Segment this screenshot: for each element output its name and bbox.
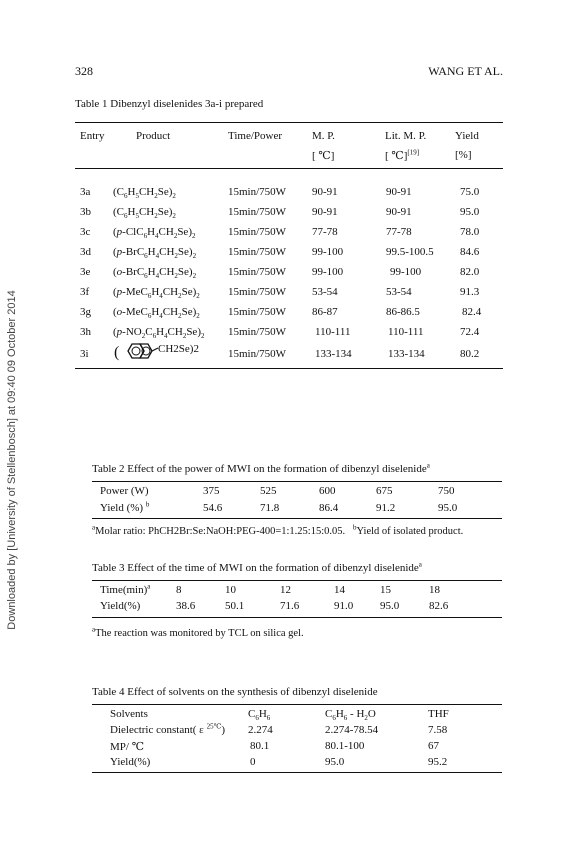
table4-top-rule <box>92 704 502 705</box>
table1-time-power: 15min/750W <box>228 226 287 238</box>
table1-bottom-rule <box>75 368 503 369</box>
page-number: 328 <box>75 64 93 78</box>
table1-yield: 82.0 <box>460 266 480 278</box>
table1-yield: 84.6 <box>460 246 480 258</box>
table2-caption: Table 2 Effect of the power of MWI on the formation of dibenzyl diselenide$^a$ <box>92 461 430 475</box>
download-notice: Downloaded by [University of Stellenbosch] at 09:40 09 October 2014 <box>6 290 18 630</box>
table1-entry: 3a <box>80 186 91 198</box>
table1-mp: 110-111 <box>315 326 351 338</box>
table3-footnote-mark: a <box>92 625 96 634</box>
table1-lit-mp: 99.5-100.5 <box>386 246 434 258</box>
table4-bottom-rule <box>92 772 502 773</box>
table1-lit-mp: 99-100 <box>390 266 422 278</box>
table1-product: $(C_6H_5CH_2Se)_2$ <box>113 206 176 221</box>
table1-mp: 99-100 <box>312 266 344 278</box>
table4-dielectric-label: Dielectric constant( ε $^{25℃}$) <box>110 722 226 736</box>
table1-time-power: 15min/750W <box>228 306 287 318</box>
table1-time-power: 15min/750W <box>228 206 287 218</box>
table1-unit-mp: [ ℃] <box>312 150 335 162</box>
table1-entry: 3g <box>80 306 91 318</box>
table3-bottom-rule <box>92 617 502 618</box>
table2-footnotes <box>92 523 464 537</box>
table2-power-label: Power (W) <box>100 485 149 497</box>
table4-yield-value: 95.2 <box>428 756 448 768</box>
table1-yield: 95.0 <box>460 206 480 218</box>
table4-dielectric-value: 2.274 <box>248 724 273 736</box>
table2-yield-value: 71.8 <box>260 502 280 514</box>
table1-product: $(p-MeC_6H_4CH_2Se)_2$ <box>113 286 200 301</box>
table1-time-power: 15min/750W <box>228 286 287 298</box>
table3-time-value: 14 <box>334 584 345 596</box>
table3-caption-mark: a <box>418 560 422 569</box>
table1-header-time-power: Time/Power <box>228 130 282 142</box>
table1-lit-mp: 110-111 <box>388 326 424 338</box>
table3-time-value: 10 <box>225 584 236 596</box>
table2-footnote-b-mark: b <box>353 523 357 532</box>
table1-yield: 75.0 <box>460 186 480 198</box>
table2-footnote-a-mark: a <box>92 523 96 532</box>
table4-dielectric-value: 7.58 <box>428 724 448 736</box>
table2-yield-value: 95.0 <box>438 502 458 514</box>
table4-mp-value: 80.1-100 <box>325 740 365 752</box>
table4-mp-value: 67 <box>428 740 439 752</box>
table1-header-entry: Entry <box>80 130 105 142</box>
table4-yield-label: Yield(%) <box>110 756 151 768</box>
table1-unit-yield: [%] <box>455 149 472 161</box>
table1-entry: 3e <box>80 266 91 278</box>
table1-mp: 133-134 <box>315 348 352 360</box>
table1-header-lit-mp: Lit. M. P. <box>385 130 427 142</box>
table4-dielectric-value: 2.274-78.54 <box>325 724 379 736</box>
table4-header-thf: THF <box>428 708 449 720</box>
table3-yield-value: 38.6 <box>176 600 196 612</box>
table2-footnote-b: Yield of isolated product. <box>356 526 464 537</box>
table3-time-mark: a <box>147 582 151 591</box>
table3-time-value: 15 <box>380 584 391 596</box>
table1-mp: 86-87 <box>312 306 338 318</box>
table1-product: $(p-NO_2C_6H_4CH_2Se)_2$ <box>113 326 205 341</box>
table1-mp: 99-100 <box>312 246 344 258</box>
table1-mp: 90-91 <box>312 206 338 218</box>
table3-time-value: 8 <box>176 584 182 596</box>
table4-header-benzene: $C_6H_6$ <box>248 708 271 723</box>
table1-lit-mp: 90-91 <box>386 206 412 218</box>
table1-yield: 80.2 <box>460 348 480 360</box>
table2-power-value: 600 <box>319 485 336 497</box>
table1-caption: Table 1 Dibenzyl diselenides 3a-i prepared <box>75 98 264 110</box>
table2-power-value: 375 <box>203 485 220 497</box>
table1-mp: 90-91 <box>312 186 338 198</box>
table3-yield-label: Yield(%) <box>100 600 141 612</box>
table1-time-power: 15min/750W <box>228 348 287 360</box>
table2-yield-value: 91.2 <box>376 502 396 514</box>
table2-caption-mark: a <box>426 461 430 470</box>
table1-product: $(C_6H_5CH_2Se)_2$ <box>113 186 176 201</box>
table1-header-yield: Yield <box>455 130 479 142</box>
table1-entry: 3b <box>80 206 91 218</box>
table1-lit-mp: 90-91 <box>386 186 412 198</box>
table1-yield: 91.3 <box>460 286 480 298</box>
table1-time-power: 15min/750W <box>228 246 287 258</box>
table2-yield-label: Yield (%) $^b$ <box>100 500 150 514</box>
table1-yield: 78.0 <box>460 226 480 238</box>
table3-yield-value: 91.0 <box>334 600 354 612</box>
table1-yield: 72.4 <box>460 326 480 338</box>
svg-text:(: ( <box>114 344 120 361</box>
download-sidebar <box>4 270 20 650</box>
table2-power-value: 525 <box>260 485 277 497</box>
table1-product-naphthylmethyl <box>112 340 230 362</box>
table4-yield-value: 95.0 <box>325 756 345 768</box>
table3-footnote: $^a$The reaction was monitored by TCL on silica gel. <box>92 625 304 639</box>
table2-yield-mark: b <box>145 500 150 509</box>
table3-yield-value: 71.6 <box>280 600 300 612</box>
table1-mp: 53-54 <box>312 286 338 298</box>
table3-time-value: 12 <box>280 584 291 596</box>
table1-lit-mp: 53-54 <box>386 286 412 298</box>
table1-entry: 3d <box>80 246 91 258</box>
table2-power-value: 750 <box>438 485 455 497</box>
table4-header-benzene-water: $C_6H_6 - H_2O$ <box>325 708 376 723</box>
table2-bottom-rule <box>92 518 502 519</box>
table1-entry: 3i <box>80 348 89 360</box>
table1-entry: 3h <box>80 326 91 338</box>
table4-header-solvents: Solvents <box>110 708 148 720</box>
running-head: WANG ET AL. <box>428 64 503 78</box>
table3-time-value: 18 <box>429 584 440 596</box>
table3-top-rule <box>92 580 502 581</box>
table3-yield-value: 50.1 <box>225 600 245 612</box>
table1-product: $(o-MeC_6H_4CH_2Se)_2$ <box>113 306 200 321</box>
table1-yield: 82.4 <box>462 306 482 318</box>
table3-time-label: $Time(\min)^a$ <box>100 582 151 596</box>
table1-lit-ref: [19] <box>407 148 420 157</box>
table4-mp-label: MP/ ℃ <box>110 741 145 753</box>
table1-product: $(o-BrC_6H_4CH_2Se)_2$ <box>113 266 197 281</box>
table1-product: $(p-BrC_6H_4CH_2Se)_2$ <box>113 246 197 261</box>
table2-yield-value: 54.6 <box>203 502 223 514</box>
table2-footnote-a: Molar ratio: PhCH2Br:Se:NaOH:PEG-400=1:1.25:15:0.05. <box>95 526 346 537</box>
table2-power-value: 675 <box>376 485 393 497</box>
table1-time-power: 15min/750W <box>228 266 287 278</box>
table4-caption: Table 4 Effect of solvents on the synthesis of dibenzyl diselenide <box>92 686 378 698</box>
table4-mp-value: 80.1 <box>250 740 270 752</box>
table1-time-power: 15min/750W <box>228 326 287 338</box>
table2-yield-value: 86.4 <box>319 502 339 514</box>
table1-unit-lit-mp: [ ℃][19] <box>385 148 420 162</box>
table1-entry: 3c <box>80 226 91 238</box>
table1-top-rule <box>75 122 503 123</box>
table1-product-suffix: CH2Se)2 <box>158 343 199 355</box>
table3-yield-value: 95.0 <box>380 600 400 612</box>
table1-time-power: 15min/750W <box>228 186 287 198</box>
table1-header-mp: M. P. <box>312 130 335 142</box>
table2-top-rule <box>92 481 502 482</box>
table3-yield-value: 82.6 <box>429 600 449 612</box>
table1-lit-mp: 77-78 <box>386 226 412 238</box>
table1-entry: 3f <box>80 286 90 298</box>
table1-mp: 77-78 <box>312 226 338 238</box>
table1-header-rule <box>75 168 503 169</box>
table1-header-product: Product <box>136 130 171 142</box>
table1-lit-mp: 86-86.5 <box>386 306 420 318</box>
table1-lit-mp: 133-134 <box>388 348 425 360</box>
table4-yield-value: 0 <box>250 756 256 768</box>
table1-product: $(p-ClC_6H_4CH_2Se)_2$ <box>113 226 196 241</box>
table3-caption: Table 3 Effect of the time of MWI on the formation of dibenzyl diselenide$^a$ <box>92 560 422 574</box>
